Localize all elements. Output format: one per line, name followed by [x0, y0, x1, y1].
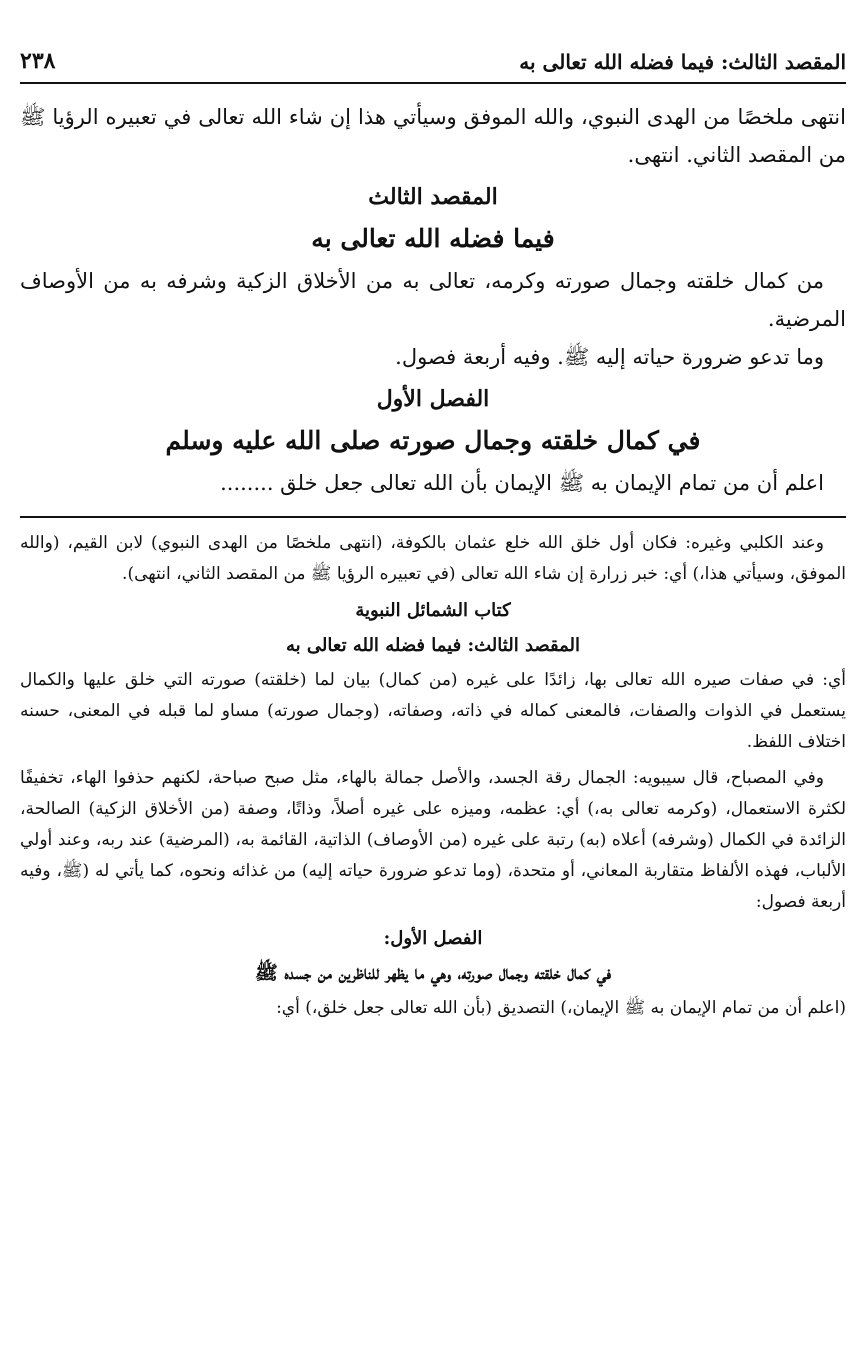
commentary-divider — [20, 516, 846, 518]
book-page — [20, 46, 846, 1029]
heading-fima-faddalahu: فيما فضله الله تعالى به — [311, 224, 555, 253]
running-title: المقصد الثالث: فيما فضله الله تعالى به — [519, 50, 846, 74]
heading-maqsad: المقصد الثالث — [368, 184, 498, 210]
commentary-heading-fasl: الفصل الأول: — [383, 928, 483, 949]
main-paragraph-1: انتهى ملخصًا من الهدى النبوي، والله الموفق وسيأتي هذا إن شاء الله تعالى في تعبيره الرؤيا ﷺ من المقصد الثاني. انتهى. — [20, 105, 846, 167]
main-text — [20, 98, 846, 502]
commentary-heading-fi-kamal: في كمال خلقته وجمال صورته، وهي ما يظهر للناظرين من جسده ﷺ — [254, 962, 612, 984]
commentary-heading-maqsad: المقصد الثالث: فيما فضله الله تعالى به — [285, 635, 581, 656]
commentary-heading-kitab: كتاب الشمائل النبوية — [355, 600, 511, 621]
heading-fi-kamal: في كمال خلقته وجمال صورته صلى الله عليه وسلم — [165, 426, 701, 455]
heading-fasl-awwal: الفصل الأول — [376, 386, 490, 412]
main-paragraph-3: وما تدعو ضرورة حياته إليه ﷺ. وفيه أربعة فصول. — [395, 345, 824, 369]
main-paragraph-2: من كمال خلقته وجمال صورته وكرمه، تعالى به من الأخلاق الزكية وشرفه به من الأوصاف المرضية. — [20, 269, 846, 331]
commentary-paragraph-3: وفي المصباح، قال سيبويه: الجمال رقة الجسد، والأصل جمالة بالهاء، مثل صبح صباحة، لكنهم حذفوا الهاء، تخفيفًا لكثرة الاستعمال، (وكرمه تعالى به،) أي: عظمه، وميزه على غيره أصلاً، وذاتًا، وصفة (من الأخلاق الزكية) الصالحة، الزائدة في الكمال (وشرفه) أعلاه (به) رتبة على غيره (من الأوصاف) الذاتية، القائمة به، (المرضية) عند ربه، وعند أولي الألباب، فهذه الألفاظ متقاربة المعاني، أو متحدة، (وما تدعو ضرورة حياته إليه) من غذائه ونحوه، كما يأتي له (ﷺ، وفيه أربعة فصول: — [20, 768, 846, 912]
main-paragraph-4: اعلم أن من تمام الإيمان به ﷺ الإيمان بأن الله تعالى جعل خلق ........ — [220, 471, 824, 495]
commentary-paragraph-4: (اعلم أن من تمام الإيمان به ﷺ الإيمان،) التصديق (بأن الله تعالى جعل خلق،) أي: — [276, 998, 846, 1018]
page-number: ٢٣٨ — [20, 48, 56, 74]
commentary-text — [20, 528, 846, 1024]
commentary-paragraph-2: أي: في صفات صيره الله تعالى بها، زائدًا على غيره (من كمال) بيان لما (خلقته) صورته التي خلق عليها والكمال يستعمل في الذوات والصفات، فالمعنى كماله في ذاته، وصفاته، (وجمال صورته) مساو لما قبله في المعنى، حسنه اختلاف اللفظ. — [20, 670, 846, 752]
commentary-paragraph-1: وعند الكلبي وغيره: فكان أول خلق الله خلع عثمان بالكوفة، (انتهى ملخصًا من الهدى النبوي) لابن القيم، (والله الموفق، وسيأتي هذا،) أي: خبر زرارة إن شاء الله تعالى (في تعبيره الرؤيا ﷺ من المقصد الثاني، انتهى). — [20, 533, 846, 584]
running-header — [20, 46, 846, 84]
